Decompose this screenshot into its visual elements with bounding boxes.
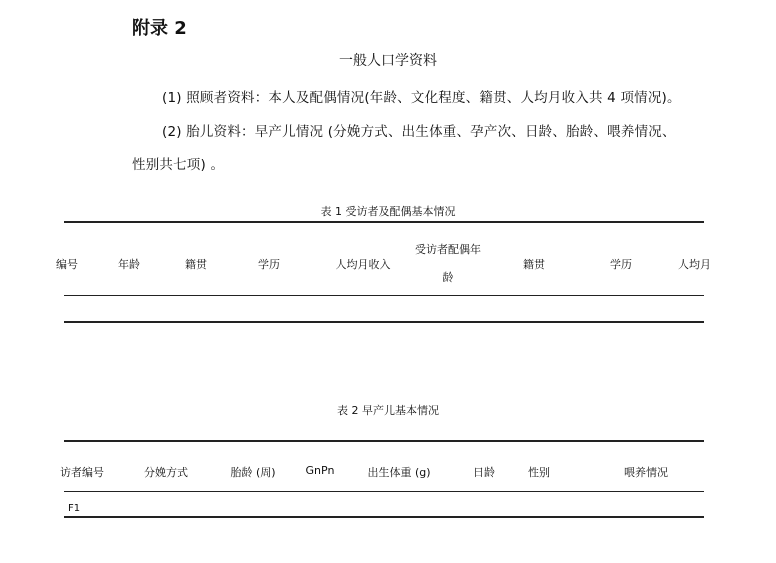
table2-header-day-age: 日龄 — [473, 466, 495, 479]
paragraph-fetus-line1: (2) 胎儿资料：早产儿情况 (分娩方式、出生体重、孕产次、日龄、胎龄、喂养情况、 — [162, 124, 676, 140]
table1-bottom-rule — [64, 321, 704, 323]
table1-header-rule — [64, 295, 704, 296]
appendix-heading: 附录 2 — [132, 18, 187, 39]
table1-caption: 表 1 受访者及配偶基本情况 — [320, 205, 456, 218]
paragraph-fetus-line2: 性别共七项) 。 — [132, 157, 225, 173]
table2-header-row — [60, 455, 704, 485]
table2-header-gnpn: GnPn — [305, 464, 335, 477]
table2-top-rule — [64, 440, 704, 442]
table2-header-id: 访者编号 — [60, 466, 104, 479]
table1-header-id: 编号 — [56, 258, 78, 271]
paragraph-caregiver: (1) 照顾者资料：本人及配偶情况(年龄、文化程度、籍贯、人均月收入共 4 项情况)。 — [162, 90, 681, 106]
table1-header-income: 人均月收入 — [335, 258, 391, 271]
table1-header-origin: 籍贯 — [185, 258, 207, 271]
table1-top-rule — [64, 221, 704, 223]
table2-header-sex: 性别 — [528, 466, 550, 479]
table2-header-delivery: 分娩方式 — [144, 466, 188, 479]
table1-header-spouse-education: 学历 — [610, 258, 632, 271]
table2-header-feeding: 喂养情况 — [624, 466, 668, 479]
table1-header-spouse-income: 人均月 — [678, 258, 711, 271]
table2-caption: 表 2 早产儿基本情况 — [337, 404, 439, 417]
table1-header-education: 学历 — [258, 258, 280, 271]
table2-header-birth-weight: 出生体重 (g) — [367, 466, 431, 479]
table2-row-id: F1 — [68, 503, 81, 514]
table1-header-row — [56, 236, 711, 292]
table2-header-gestational-age: 胎龄 (周) — [230, 466, 276, 479]
table1-header-age: 年龄 — [118, 258, 140, 271]
table2-bottom-rule — [64, 516, 704, 518]
table1-header-spouse-origin: 籍贯 — [523, 258, 545, 271]
section-subtitle: 一般人口学资料 — [339, 53, 437, 69]
table2-header-rule — [64, 491, 704, 492]
table1-header-spouse-age: 受访者配偶年 — [415, 243, 481, 256]
table1-header-spouse-age-cont: 龄 — [442, 271, 454, 284]
